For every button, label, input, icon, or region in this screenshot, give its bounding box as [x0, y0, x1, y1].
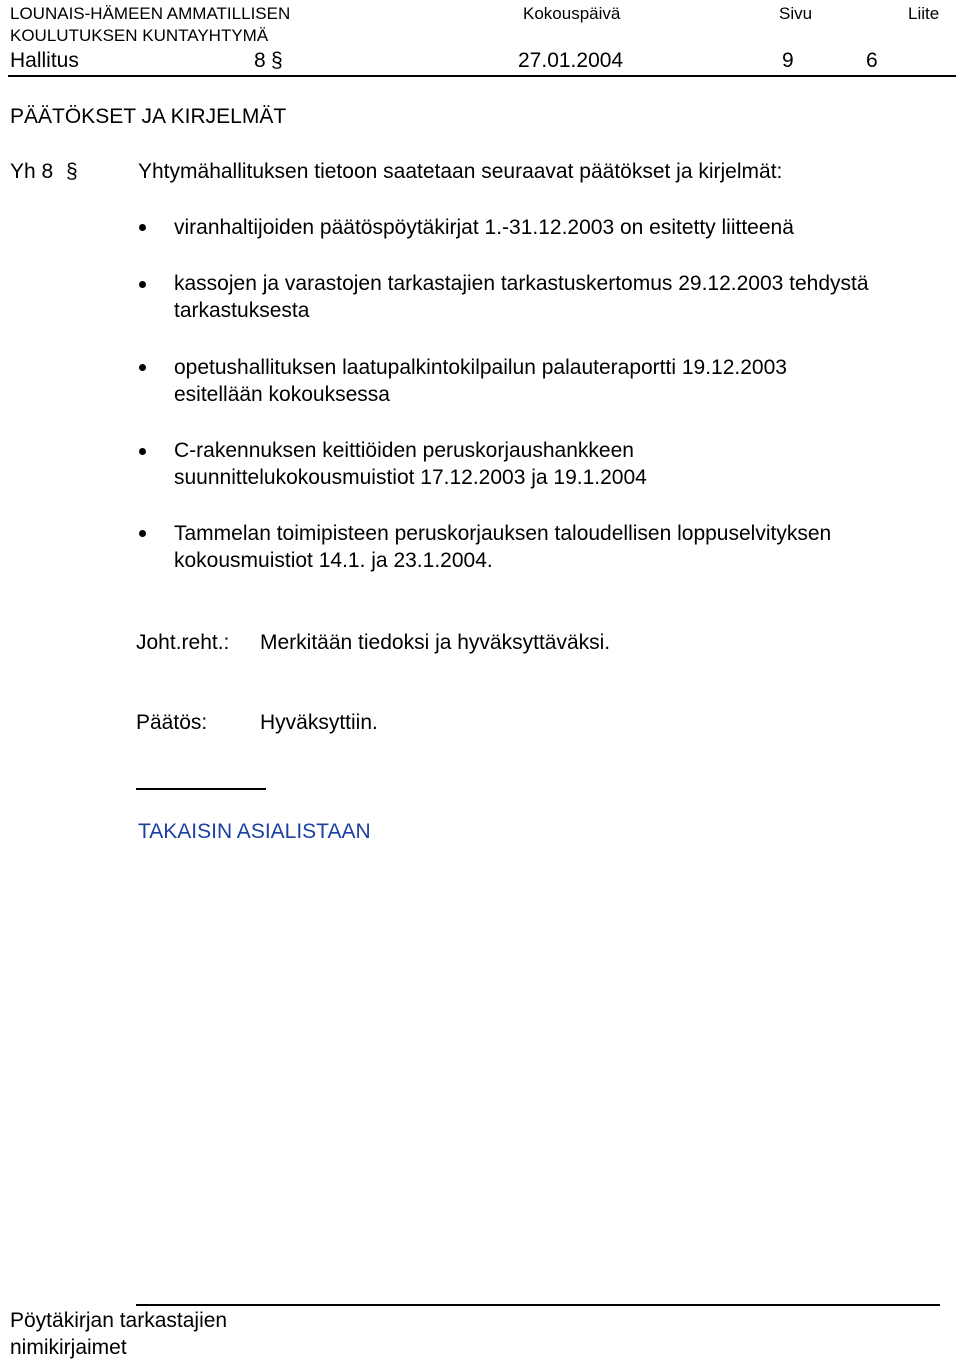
list-item-line2: suunnittelukokousmuistiot 17.12.2003 ja 19.1.2004: [174, 466, 647, 489]
intro-text: Yhtymähallituksen tietoon saatetaan seuraavat päätökset ja kirjelmät:: [138, 160, 783, 183]
bullet-icon: [139, 530, 146, 537]
page-label: Sivu: [779, 4, 813, 23]
decision-label: Päätös:: [136, 711, 208, 734]
bullet-icon: [139, 224, 146, 231]
footer-line1: Pöytäkirjan tarkastajien: [10, 1309, 228, 1332]
section-symbol: §: [271, 49, 283, 72]
proposal-text: Merkitään tiedoksi ja hyväksyttäväksi.: [260, 631, 611, 654]
decision-text: Hyväksyttiin.: [260, 711, 378, 734]
list-item-line1: viranhaltijoiden päätöspöytäkirjat 1.-31.12.2003 on esitetty liitteenä: [174, 216, 794, 239]
meeting-date: 27.01.2004: [518, 49, 624, 72]
list-item-line1: kassojen ja varastojen tarkastajien tarkastuskertomus 29.12.2003 tehdystä: [174, 272, 869, 295]
section-ref-label: Yh 8: [10, 160, 54, 183]
header-rule: [8, 75, 956, 77]
signature-rule: [136, 788, 266, 790]
section-number: 8: [254, 49, 266, 72]
list-item-line2: tarkastuksesta: [174, 299, 310, 322]
footer-rule: [136, 1304, 940, 1306]
bullet-icon: [139, 281, 146, 288]
list-item-line1: C-rakennuksen keittiöiden peruskorjaushankkeen: [174, 439, 634, 462]
bullet-icon: [139, 448, 146, 455]
list-item-line1: Tammelan toimipisteen peruskorjauksen taloudellisen loppuselvityksen: [174, 522, 832, 545]
page-number: 9: [782, 49, 794, 72]
list-item-line2: esitellään kokouksessa: [174, 383, 390, 406]
section-ref-symbol: §: [66, 160, 78, 183]
list-item-line2: kokousmuistiot 14.1. ja 23.1.2004.: [174, 549, 493, 572]
back-to-agenda-link[interactable]: TAKAISIN ASIALISTAAN: [138, 820, 371, 843]
org-name-line1: LOUNAIS-HÄMEEN AMMATILLISEN: [10, 4, 291, 23]
proposal-label: Joht.reht.:: [136, 631, 230, 654]
meeting-date-label: Kokouspäivä: [523, 4, 621, 23]
page-title: PÄÄTÖKSET JA KIRJELMÄT: [10, 105, 287, 128]
body-name: Hallitus: [10, 49, 79, 72]
footer-line2: nimikirjaimet: [10, 1336, 127, 1359]
bullet-icon: [139, 364, 146, 371]
list-item-line1: opetushallituksen laatupalkintokilpailun palauteraportti 19.12.2003: [174, 356, 787, 379]
org-name-line2: KOULUTUKSEN KUNTAYHTYMÄ: [10, 26, 269, 45]
attachment-number: 6: [866, 49, 878, 72]
attachment-label: Liite: [908, 4, 940, 23]
